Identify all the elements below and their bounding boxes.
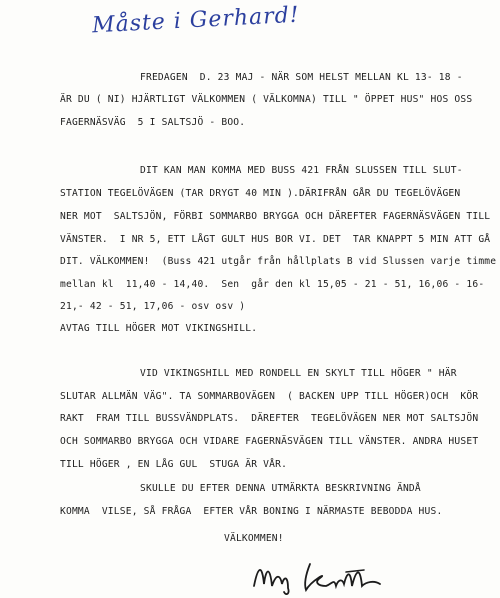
text-line-1: FREDAGEN D. 23 MAJ - NÄR SOM HELST MELLAN KL 13- 18 -	[140, 72, 463, 83]
text-line-10: 21,- 42 - 51, 17,06 - osv osv )	[60, 301, 246, 312]
text-line-13: SLUTAR ALLMÄN VÄG". TA SOMMARBOVÄGEN ( BACKEN UPP TILL HÖGER)OCH KÖR	[60, 391, 479, 402]
text-line-15: OCH SOMMARBO BRYGGA OCH VIDARE FAGERNÄSVÄGEN TILL VÄNSTER. ANDRA HUSET	[60, 436, 479, 447]
text-line-16: TILL HÖGER , EN LÅG GUL STUGA ÄR VÅR.	[60, 459, 288, 470]
text-line-6: NER MOT SALTSJÖN, FÖRBI SOMMARBO BRYGGA OCH DÄREFTER FAGERNÄSVÄGEN TILL	[60, 211, 491, 222]
text-line-9: mellan kl 11,40 - 14,40. Sen går den kl 15,05 - 21 - 51, 16,06 - 16-	[60, 279, 485, 290]
text-line-2: ÄR DU ( NI) HJÄRTLIGT VÄLKOMMEN ( VÄLKOMNA) TILL " ÖPPET HUS" HOS OSS	[60, 94, 473, 105]
text-line-14: RAKT FRAM TILL BUSSVÄNDPLATS. DÄREFTER TEGELÖVÄGEN NER MOT SALTSJÖN	[60, 413, 479, 424]
text-line-7: VÄNSTER. I NR 5, ETT LÅGT GULT HUS BOR VI. DET TAR KNAPPT 5 MIN ATT GÅ	[60, 234, 491, 245]
text-line-8: DIT. VÄLKOMMEN! (Buss 421 utgår från hållplats B vid Slussen varje timme	[60, 256, 497, 267]
text-line-18: KOMMA VILSE, SÅ FRÅGA EFTER VÅR BONING I NÄRMASTE BEBODDA HUS.	[60, 506, 443, 517]
text-line-3: FAGERNÄSVÄG 5 I SALTSJÖ - BOO.	[60, 117, 246, 128]
text-line-12: VID VIKINGSHILL MED RONDELL EN SKYLT TILL HÖGER " HÄR	[140, 368, 457, 379]
signature	[248, 556, 388, 596]
text-line-17: SKULLE DU EFTER DENNA UTMÄRKTA BESKRIVNING ÄNDÅ	[140, 483, 421, 494]
handwritten-note: Måste i Gerhard!	[91, 2, 301, 39]
text-line-19: VÄLKOMMEN!	[224, 533, 284, 544]
text-line-4: DIT KAN MAN KOMMA MED BUSS 421 FRÅN SLUSSEN TILL SLUT-	[140, 165, 463, 176]
text-line-11: AVTAG TILL HÖGER MOT VIKINGSHILL.	[60, 323, 258, 334]
text-line-5: STATION TEGELÖVÄGEN (TAR DRYGT 40 MIN ).DÄRIFRÅN GÅR DU TEGELÖVÄGEN	[60, 188, 461, 199]
